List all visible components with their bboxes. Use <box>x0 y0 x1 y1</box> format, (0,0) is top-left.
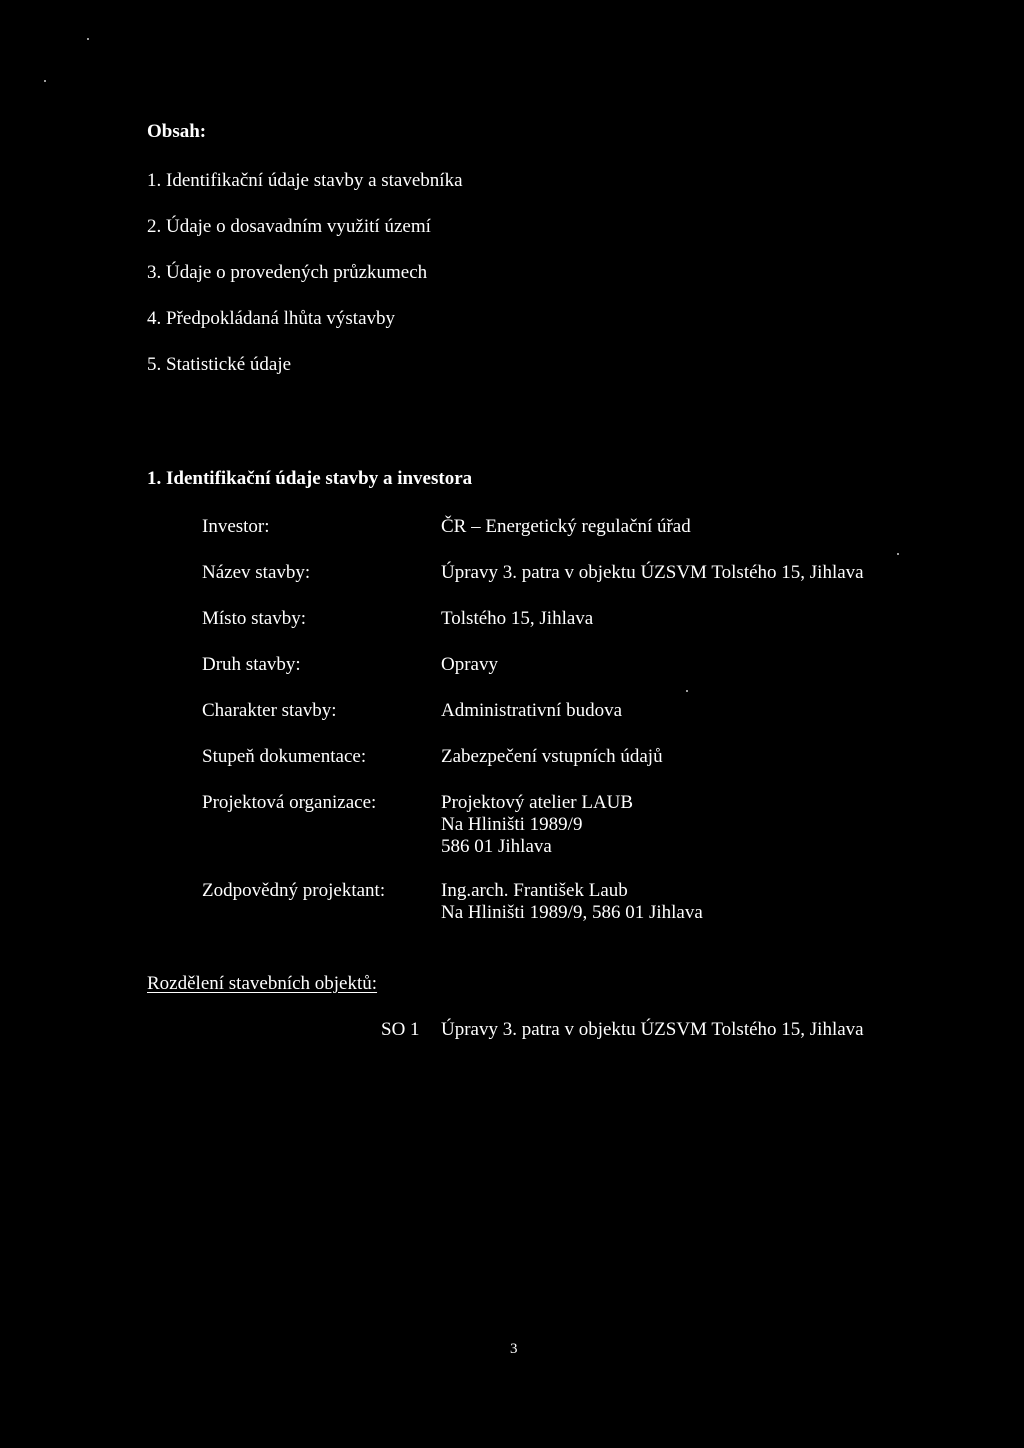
field-value: Opravy <box>441 654 498 675</box>
field-label: Místo stavby: <box>202 608 306 629</box>
field-value-line: Projektový atelier LAUB <box>441 792 634 813</box>
scan-speck <box>897 553 899 555</box>
scan-speck <box>87 38 89 40</box>
field-value: Administrativní budova <box>441 700 623 721</box>
section-heading: 1. Identifikační údaje stavby a investora <box>147 468 473 489</box>
contents-item: 5. Statistické údaje <box>147 354 292 375</box>
field-label: Zodpovědný projektant: <box>202 880 386 901</box>
field-value: Zabezpečení vstupních údajů <box>441 746 663 767</box>
field-value-line: 586 01 Jihlava <box>441 836 552 857</box>
field-label: Název stavby: <box>202 562 311 583</box>
object-code: SO 1 <box>381 1019 420 1040</box>
contents-item: 1. Identifikační údaje stavby a stavebníka <box>147 170 463 191</box>
field-label: Stupeň dokumentace: <box>202 746 367 767</box>
page-number: 3 <box>510 1341 518 1357</box>
field-label: Projektová organizace: <box>202 792 377 813</box>
contents-item: 4. Předpokládaná lhůta výstavby <box>147 308 396 329</box>
contents-item: 2. Údaje o dosavadním využití území <box>147 216 431 237</box>
contents-item: 3. Údaje o provedených průzkumech <box>147 262 428 283</box>
field-value-line: Na Hliništi 1989/9 <box>441 814 583 835</box>
field-value-multiline <box>441 792 633 858</box>
field-label: Druh stavby: <box>202 654 301 675</box>
field-value-line: Ing.arch. František Laub <box>441 880 628 901</box>
field-value: Úpravy 3. patra v objektu ÚZSVM Tolstého 15, Jihlava <box>441 562 864 583</box>
field-label: Investor: <box>202 516 270 537</box>
object-name: Úpravy 3. patra v objektu ÚZSVM Tolstého 15, Jihlava <box>441 1019 864 1040</box>
field-value-line: Na Hliništi 1989/9, 586 01 Jihlava <box>441 902 703 923</box>
scan-speck <box>44 80 46 82</box>
scan-speck <box>686 690 688 692</box>
field-value-multiline <box>441 880 703 924</box>
field-label: Charakter stavby: <box>202 700 337 721</box>
objects-heading: Rozdělení stavebních objektů: <box>147 973 378 994</box>
field-value: Tolstého 15, Jihlava <box>441 608 594 629</box>
contents-heading: Obsah: <box>147 121 207 142</box>
field-value: ČR – Energetický regulační úřad <box>441 516 691 537</box>
